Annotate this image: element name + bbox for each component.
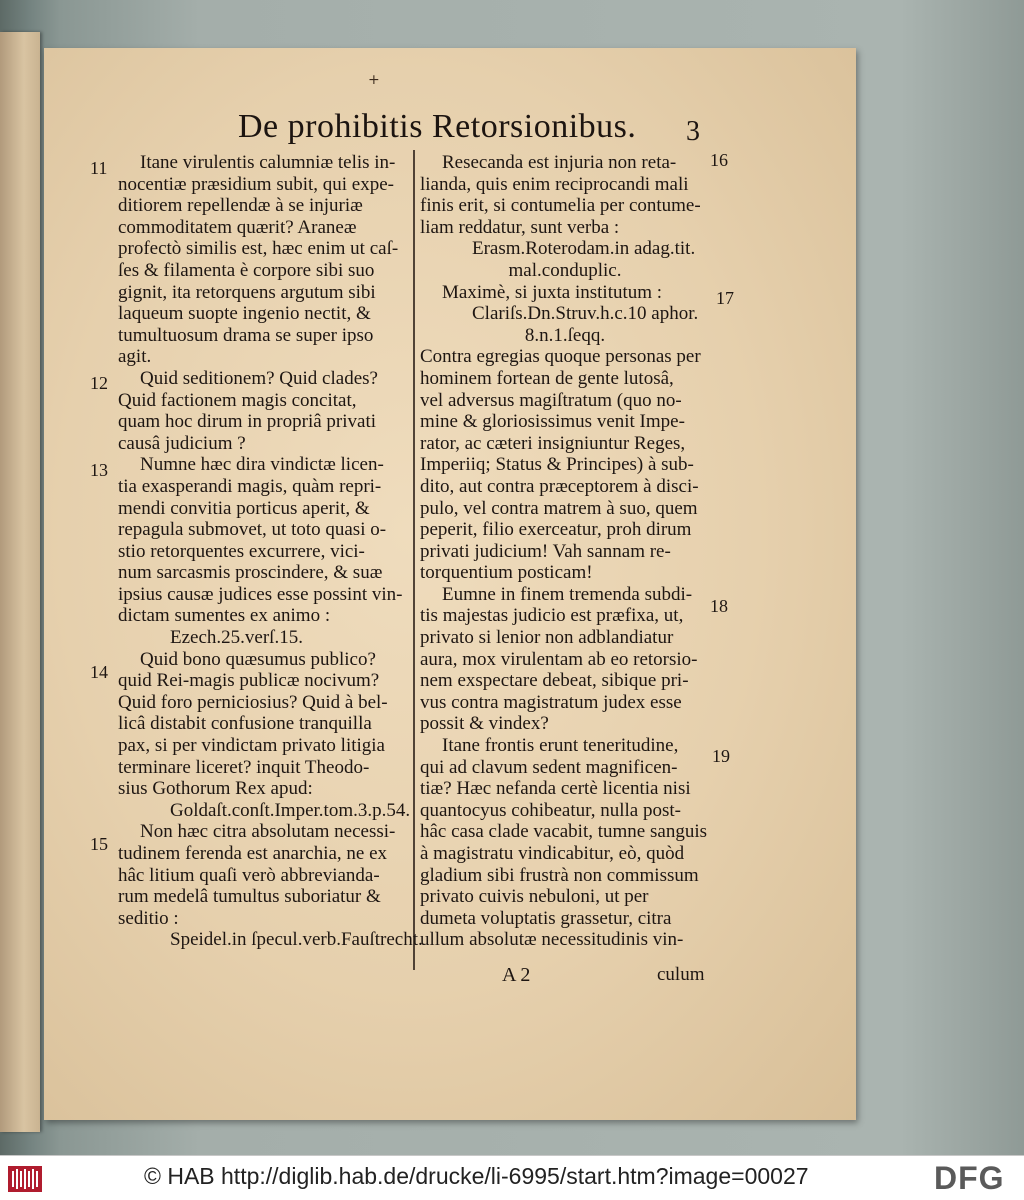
text-line: agit. bbox=[118, 346, 152, 368]
text-line: mal.conduplic. bbox=[508, 259, 622, 281]
hab-logo-icon[interactable] bbox=[8, 1166, 42, 1192]
text-line: Quid seditionem? Quid clades? bbox=[140, 367, 378, 389]
text-line: Erasm.Roterodam.in adag.tit. bbox=[472, 238, 696, 260]
text-line: quantocyus cohibeatur, nulla post- bbox=[420, 799, 681, 821]
text-line: 8.n.1.ſeqq. bbox=[524, 324, 606, 346]
margin-number: 19 bbox=[712, 746, 730, 766]
text-line: hâc litium quaſi verò abbrevianda- bbox=[118, 864, 380, 886]
text-line: seditio : bbox=[118, 907, 179, 929]
text-line: torquentium posticam! bbox=[420, 562, 593, 584]
text-line: tudinem ferenda est anarchia, ne ex bbox=[118, 843, 388, 864]
text-line: Resecanda est injuria non reta- bbox=[442, 152, 677, 173]
text-line: laqueum suopte ingenio nectit, & bbox=[118, 303, 371, 325]
text-line: privati judicium! Vah sannam re- bbox=[420, 540, 671, 562]
margin-number: 15 bbox=[90, 834, 108, 854]
right-column bbox=[420, 152, 710, 951]
text-line: Eumne in finem tremenda subdi- bbox=[442, 583, 693, 605]
text-line: finis erit, si contumelia per contume- bbox=[420, 195, 701, 217]
text-line: quam hoc dirum in propriâ privati bbox=[118, 411, 377, 433]
text-line: Itane virulentis calumniæ telis in- bbox=[140, 152, 396, 173]
signature-mark: A 2 bbox=[502, 964, 531, 986]
text-line: tis majestas judicio est præfixa, ut, bbox=[420, 605, 684, 627]
text-line: pulo, vel contra matrem à suo, quem bbox=[420, 497, 698, 519]
text-line: sius Gothorum Rex apud: bbox=[118, 778, 313, 800]
catchword: culum bbox=[657, 964, 705, 985]
text-line: aura, mox virulentam ab eo retorsio- bbox=[420, 648, 698, 670]
text-line: rum medelâ tumultus suboriatur & bbox=[118, 886, 381, 908]
text-line: ullum absolutæ necessitudinis vin- bbox=[420, 929, 684, 951]
text-line: vus contra magistratum judex esse bbox=[420, 691, 682, 713]
text-line: Speidel.in ſpecul.verb.Fauſtrecht. bbox=[170, 929, 423, 951]
text-line: Quid bono quæsumus publico? bbox=[140, 648, 376, 670]
text-line: à magistratu vindicabitur, eò, quòd bbox=[420, 843, 685, 864]
text-line: Imperiiq; Status & Principes) à sub- bbox=[420, 454, 694, 476]
text-line: tiæ? Hæc nefanda certè licentia nisi bbox=[420, 778, 691, 800]
text-line: Numne hæc dira vindictæ licen- bbox=[140, 454, 384, 476]
text-line: lianda, quis enim reciprocandi mali bbox=[420, 173, 689, 195]
text-line: repagula submovet, ut toto quasi o- bbox=[118, 519, 387, 541]
column-rule bbox=[413, 150, 415, 970]
text-line: pax, si per vindictam privato litigia bbox=[118, 735, 385, 757]
text-line: dumeta voluptatis grassetur, citra bbox=[420, 907, 672, 929]
left-column bbox=[118, 152, 423, 951]
text-line: Ezech.25.verſ.15. bbox=[170, 627, 303, 649]
text-line: mendi convitia porticus aperit, & bbox=[118, 497, 370, 519]
text-line: Quid factionem magis concitat, bbox=[118, 389, 357, 411]
text-line: gladium sibi frustrà non commissum bbox=[420, 864, 699, 886]
copyright-link[interactable]: © HAB http://diglib.hab.de/drucke/li-6995/start.htm?image=00027 bbox=[144, 1163, 809, 1189]
text-line: licâ distabit confusione tranquilla bbox=[118, 713, 372, 735]
margin-number: 16 bbox=[710, 150, 728, 170]
text-line: nocentiæ præsidium subit, qui expe- bbox=[118, 173, 395, 195]
text-line: terminare liceret? inquit Theodo- bbox=[118, 756, 370, 778]
footer-bar bbox=[0, 1155, 1024, 1200]
text-line: Goldaſt.conſt.Imper.tom.3.p.54. bbox=[170, 799, 411, 821]
text-line: tia exasperandi magis, quàm repri- bbox=[118, 475, 382, 497]
text-line: tumultuosum drama se super ipso bbox=[118, 324, 374, 346]
page-number: 3 bbox=[686, 116, 700, 147]
text-line: privato si lenior non adblandiatur bbox=[420, 627, 674, 649]
text-line: ſes & filamenta è corpore sibi suo bbox=[118, 259, 375, 281]
margin-number: 17 bbox=[716, 288, 734, 308]
text-line: ipsius causæ judices esse possint vin- bbox=[118, 583, 403, 605]
text-line: possit & vindex? bbox=[420, 713, 549, 735]
text-line: vel adversus magiſtratum (quo no- bbox=[420, 389, 682, 411]
text-line: hominem fortean de gente lutosâ, bbox=[420, 367, 674, 389]
text-line: Clariſs.Dn.Struv.h.c.10 aphor. bbox=[472, 303, 699, 325]
text-line: liam reddatur, sunt verba : bbox=[420, 216, 620, 238]
text-line: hâc casa clade vacabit, tumne sanguis bbox=[420, 821, 707, 843]
margin-number: 13 bbox=[90, 460, 108, 480]
text-line: gignit, ita retorquens argutum sibi bbox=[118, 281, 376, 303]
text-line: Quid foro perniciosius? Quid à bel- bbox=[118, 691, 388, 713]
text-line: nem exspectare debeat, sibique pri- bbox=[420, 670, 689, 692]
margin-number: 11 bbox=[90, 158, 108, 178]
text-line: Non hæc citra absolutam necessi- bbox=[140, 821, 396, 843]
margin-number: 12 bbox=[90, 373, 108, 393]
text-line: dito, aut contra præceptorem à disci- bbox=[420, 475, 699, 497]
text-line: privato cuivis nebuloni, ut per bbox=[420, 886, 649, 908]
ornament: + bbox=[368, 72, 380, 88]
text-line: Itane frontis erunt teneritudine, bbox=[442, 735, 679, 757]
running-title: De prohibitis Retorsionibus. bbox=[238, 108, 637, 145]
text-line: ditiorem repellendæ à se injuriæ bbox=[118, 195, 363, 217]
margin-number: 14 bbox=[90, 662, 108, 682]
text-line: profectò similis est, hæc enim ut caſ- bbox=[118, 238, 399, 260]
text-line: quid Rei-magis publicæ nocivum? bbox=[118, 670, 380, 692]
text-line: stio retorquentes excurrere, vici- bbox=[118, 540, 365, 562]
text-line: num sarcasmis proscindere, & suæ bbox=[118, 562, 383, 584]
text-line: mine & gloriosissimus venit Impe- bbox=[420, 411, 685, 433]
text-line: commoditatem quærit? Araneæ bbox=[118, 216, 357, 238]
facing-page-edge bbox=[0, 32, 40, 1132]
dfg-logo[interactable]: DFG bbox=[934, 1160, 1005, 1196]
text-line: peperit, filio exerceatur, proh dirum bbox=[420, 519, 692, 541]
margin-number: 18 bbox=[710, 596, 728, 616]
text-line: causâ judicium ? bbox=[118, 432, 246, 454]
text-line: qui ad clavum sedent magnificen- bbox=[420, 756, 678, 778]
text-line: Contra egregias quoque personas per bbox=[420, 346, 701, 368]
text-line: Maximè, si juxta institutum : bbox=[442, 281, 663, 303]
text-line: rator, ac cæteri insigniuntur Reges, bbox=[420, 432, 686, 454]
text-line: dictam sumentes ex animo : bbox=[118, 605, 331, 627]
